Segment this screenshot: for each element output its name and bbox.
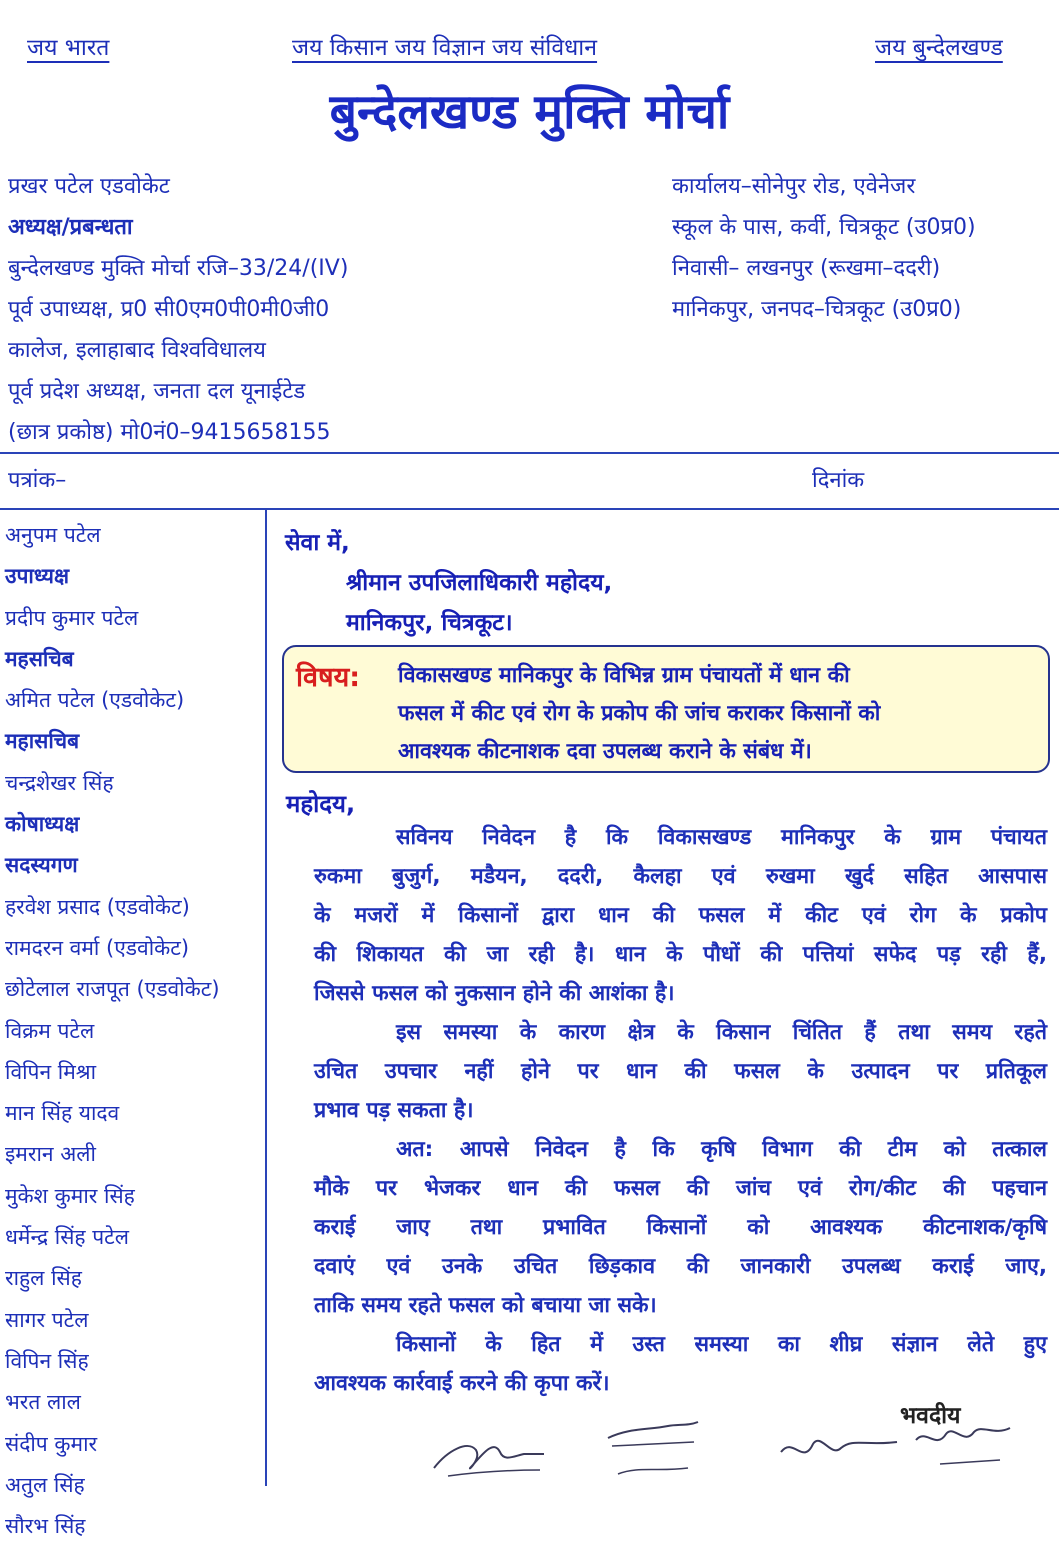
subject-label: विषय: <box>296 662 361 693</box>
member-name: संदीप कुमार <box>5 1431 98 1456</box>
patrank-label: पत्रांक– <box>8 468 67 493</box>
org-title: बुन्देलखण्ड मुक्ति मोर्चा <box>329 84 730 140</box>
subject-line-1: विकासखण्ड मानिकपुर के विभिन्न ग्राम पंचायतों में धान की <box>398 663 850 688</box>
member-name: चन्द्रशेखर सिंह <box>5 770 114 795</box>
member-name: छोटेलाल राजपूत (एडवोकेट) <box>5 977 220 1002</box>
body-line-13: ताकि समय रहते फसल को बचाया जा सके। <box>314 1293 657 1318</box>
member-name: धर्मेन्द्र सिंह पटेल <box>5 1225 129 1250</box>
member-name: अनुपम पटेल <box>5 523 101 547</box>
body-line-3: के मजरों में किसानों द्वारा धान की फसल में कीट एवं रोग के प्रकोप <box>314 903 1047 928</box>
body-line-11: कराई जाए तथा प्रभावित किसानों को आवश्यक कीटनाशक/कृषि <box>314 1215 1047 1240</box>
body-line-5: जिससे फसल को नुकसान होने की आशंका है। <box>314 981 675 1006</box>
ref-divider <box>0 508 1059 510</box>
member-name: राहुल सिंह <box>5 1266 82 1291</box>
slogan-center: जय किसान जय विज्ञान जय संविधान <box>292 35 598 61</box>
signature-1 <box>428 1410 548 1486</box>
recipient-line-1: श्रीमान उपजिलाधिकारी महोदय, <box>346 570 613 596</box>
member-name: इमरान अली <box>5 1142 96 1167</box>
sender-line-6: पूर्व प्रदेश अध्यक्ष, जनता दल यूनाईटेड <box>8 379 306 404</box>
subject-text <box>398 657 880 771</box>
body-line-4: की शिकायत की जा रही है। धान के पौधों की पत्तियां सफेद पड़ रही हैं, <box>314 942 1047 967</box>
column-divider <box>265 510 267 1486</box>
address-block <box>672 166 976 330</box>
member-name: प्रदीप कुमार पटेल <box>5 605 139 630</box>
member-name: अमित पटेल (एडवोकेट) <box>5 688 185 713</box>
body-line-8: प्रभाव पड़ सकता है। <box>314 1098 474 1123</box>
address-line-4: मानिकपुर, जनपद–चित्रकूट (उ0प्र0) <box>672 297 962 322</box>
body-line-14: किसानों के हित में उस्त समस्या का शीघ्र संज्ञान लेते हुए <box>396 1332 1047 1357</box>
signature-3 <box>775 1410 900 1486</box>
body-line-6: इस समस्या के कारण क्षेत्र के किसान चिंतित हैं तथा समय रहते <box>396 1020 1047 1045</box>
member-name: सौरभ सिंह <box>5 1514 86 1539</box>
sender-designation: अध्यक्ष/प्रबन्धता <box>8 215 133 240</box>
member-name: रामदरन वर्मा (एडवोकेट) <box>5 935 190 960</box>
member-role: महसचिब <box>5 646 74 671</box>
member-name: विपिन सिंह <box>5 1348 89 1373</box>
member-name: अतुल सिंह <box>5 1472 85 1497</box>
subject-box <box>282 645 1050 773</box>
body-line-7: उचित उपचार नहीं होने पर धान की फसल के उत्पादन पर प्रतिकूल <box>314 1059 1047 1084</box>
body-line-10: मौके पर भेजकर धान की फसल की जांच एवं रोग/कीट की पहचान <box>314 1176 1047 1201</box>
member-name: हरवेश प्रसाद (एडवोकेट) <box>5 894 190 919</box>
body-line-9: अत: आपसे निवेदन है कि कृषि विभाग की टीम को तत्काल <box>396 1137 1047 1162</box>
member-name: मुकेश कुमार सिंह <box>5 1183 135 1208</box>
sender-name: प्रखर पटेल एडवोकेट <box>8 174 170 199</box>
address-line-3: निवासी– लखनपुर (रूखमा–ददरी) <box>672 256 941 281</box>
signature-2 <box>598 1410 708 1486</box>
member-name: सागर पटेल <box>5 1307 89 1332</box>
member-list <box>5 516 220 1548</box>
signature-4 <box>910 1410 1015 1486</box>
member-role: सदस्यगण <box>5 853 78 878</box>
subject-line-3: आवश्यक कीटनाशक दवा उपलब्ध कराने के संबंध में। <box>398 739 812 764</box>
member-role: उपाध्यक्ष <box>5 564 70 589</box>
sender-registration: बुन्देलखण्ड मुक्ति मोर्चा रजि–33/24/(IV) <box>8 256 349 281</box>
member-name: भरत लाल <box>5 1390 81 1415</box>
dinank-label: दिनांक <box>812 468 865 493</box>
closing: भवदीय <box>900 1403 961 1429</box>
sender-block <box>8 166 348 453</box>
sender-line-4: पूर्व उपाध्यक्ष, प्र0 सी0एम0पी0मी0जी0 <box>8 297 330 322</box>
sender-phone: (छात्र प्रकोष्ठ) मो0नं0–9415658155 <box>8 420 331 445</box>
recipient-line-2: मानिकपुर, चित्रकूट। <box>346 610 513 636</box>
sender-line-5: कालेज, इलाहाबाद विश्वविधालय <box>8 338 266 363</box>
header-divider <box>0 452 1059 454</box>
body-line-15: आवश्यक कार्रवाई करने की कृपा करें। <box>314 1371 610 1396</box>
body-line-12: दवाएं एवं उनके उचित छिड़काव की जानकारी उपलब्ध कराई जाए, <box>314 1254 1047 1279</box>
slogan-right: जय बुन्देलखण्ड <box>875 35 1003 61</box>
member-name: विक्रम पटेल <box>5 1018 95 1043</box>
member-role: महासचिब <box>5 729 80 754</box>
address-line-1: कार्यालय–सोनेपुर रोड, एवेनेजर <box>672 174 916 199</box>
subject-line-2: फसल में कीट एवं रोग के प्रकोप की जांच कराकर किसानों को <box>398 701 881 726</box>
slogan-left: जय भारत <box>27 35 110 61</box>
body-line-2: रुकमा बुजुर्ग, मडैयन, ददरी, कैलहा एवं रुखमा खुर्द सहित आसपास <box>314 864 1047 889</box>
salutation: महोदय, <box>286 790 356 818</box>
seva-mein: सेवा में, <box>285 530 350 556</box>
address-line-2: स्कूल के पास, कर्वी, चित्रकूट (उ0प्र0) <box>672 215 976 240</box>
body-line-1: सविनय निवेदन है कि विकासखण्ड मानिकपुर के ग्राम पंचायत <box>396 825 1047 850</box>
member-name: विपिन मिश्रा <box>5 1059 97 1084</box>
member-name: मान सिंह यादव <box>5 1101 120 1126</box>
member-role: कोषाध्यक्ष <box>5 812 80 837</box>
